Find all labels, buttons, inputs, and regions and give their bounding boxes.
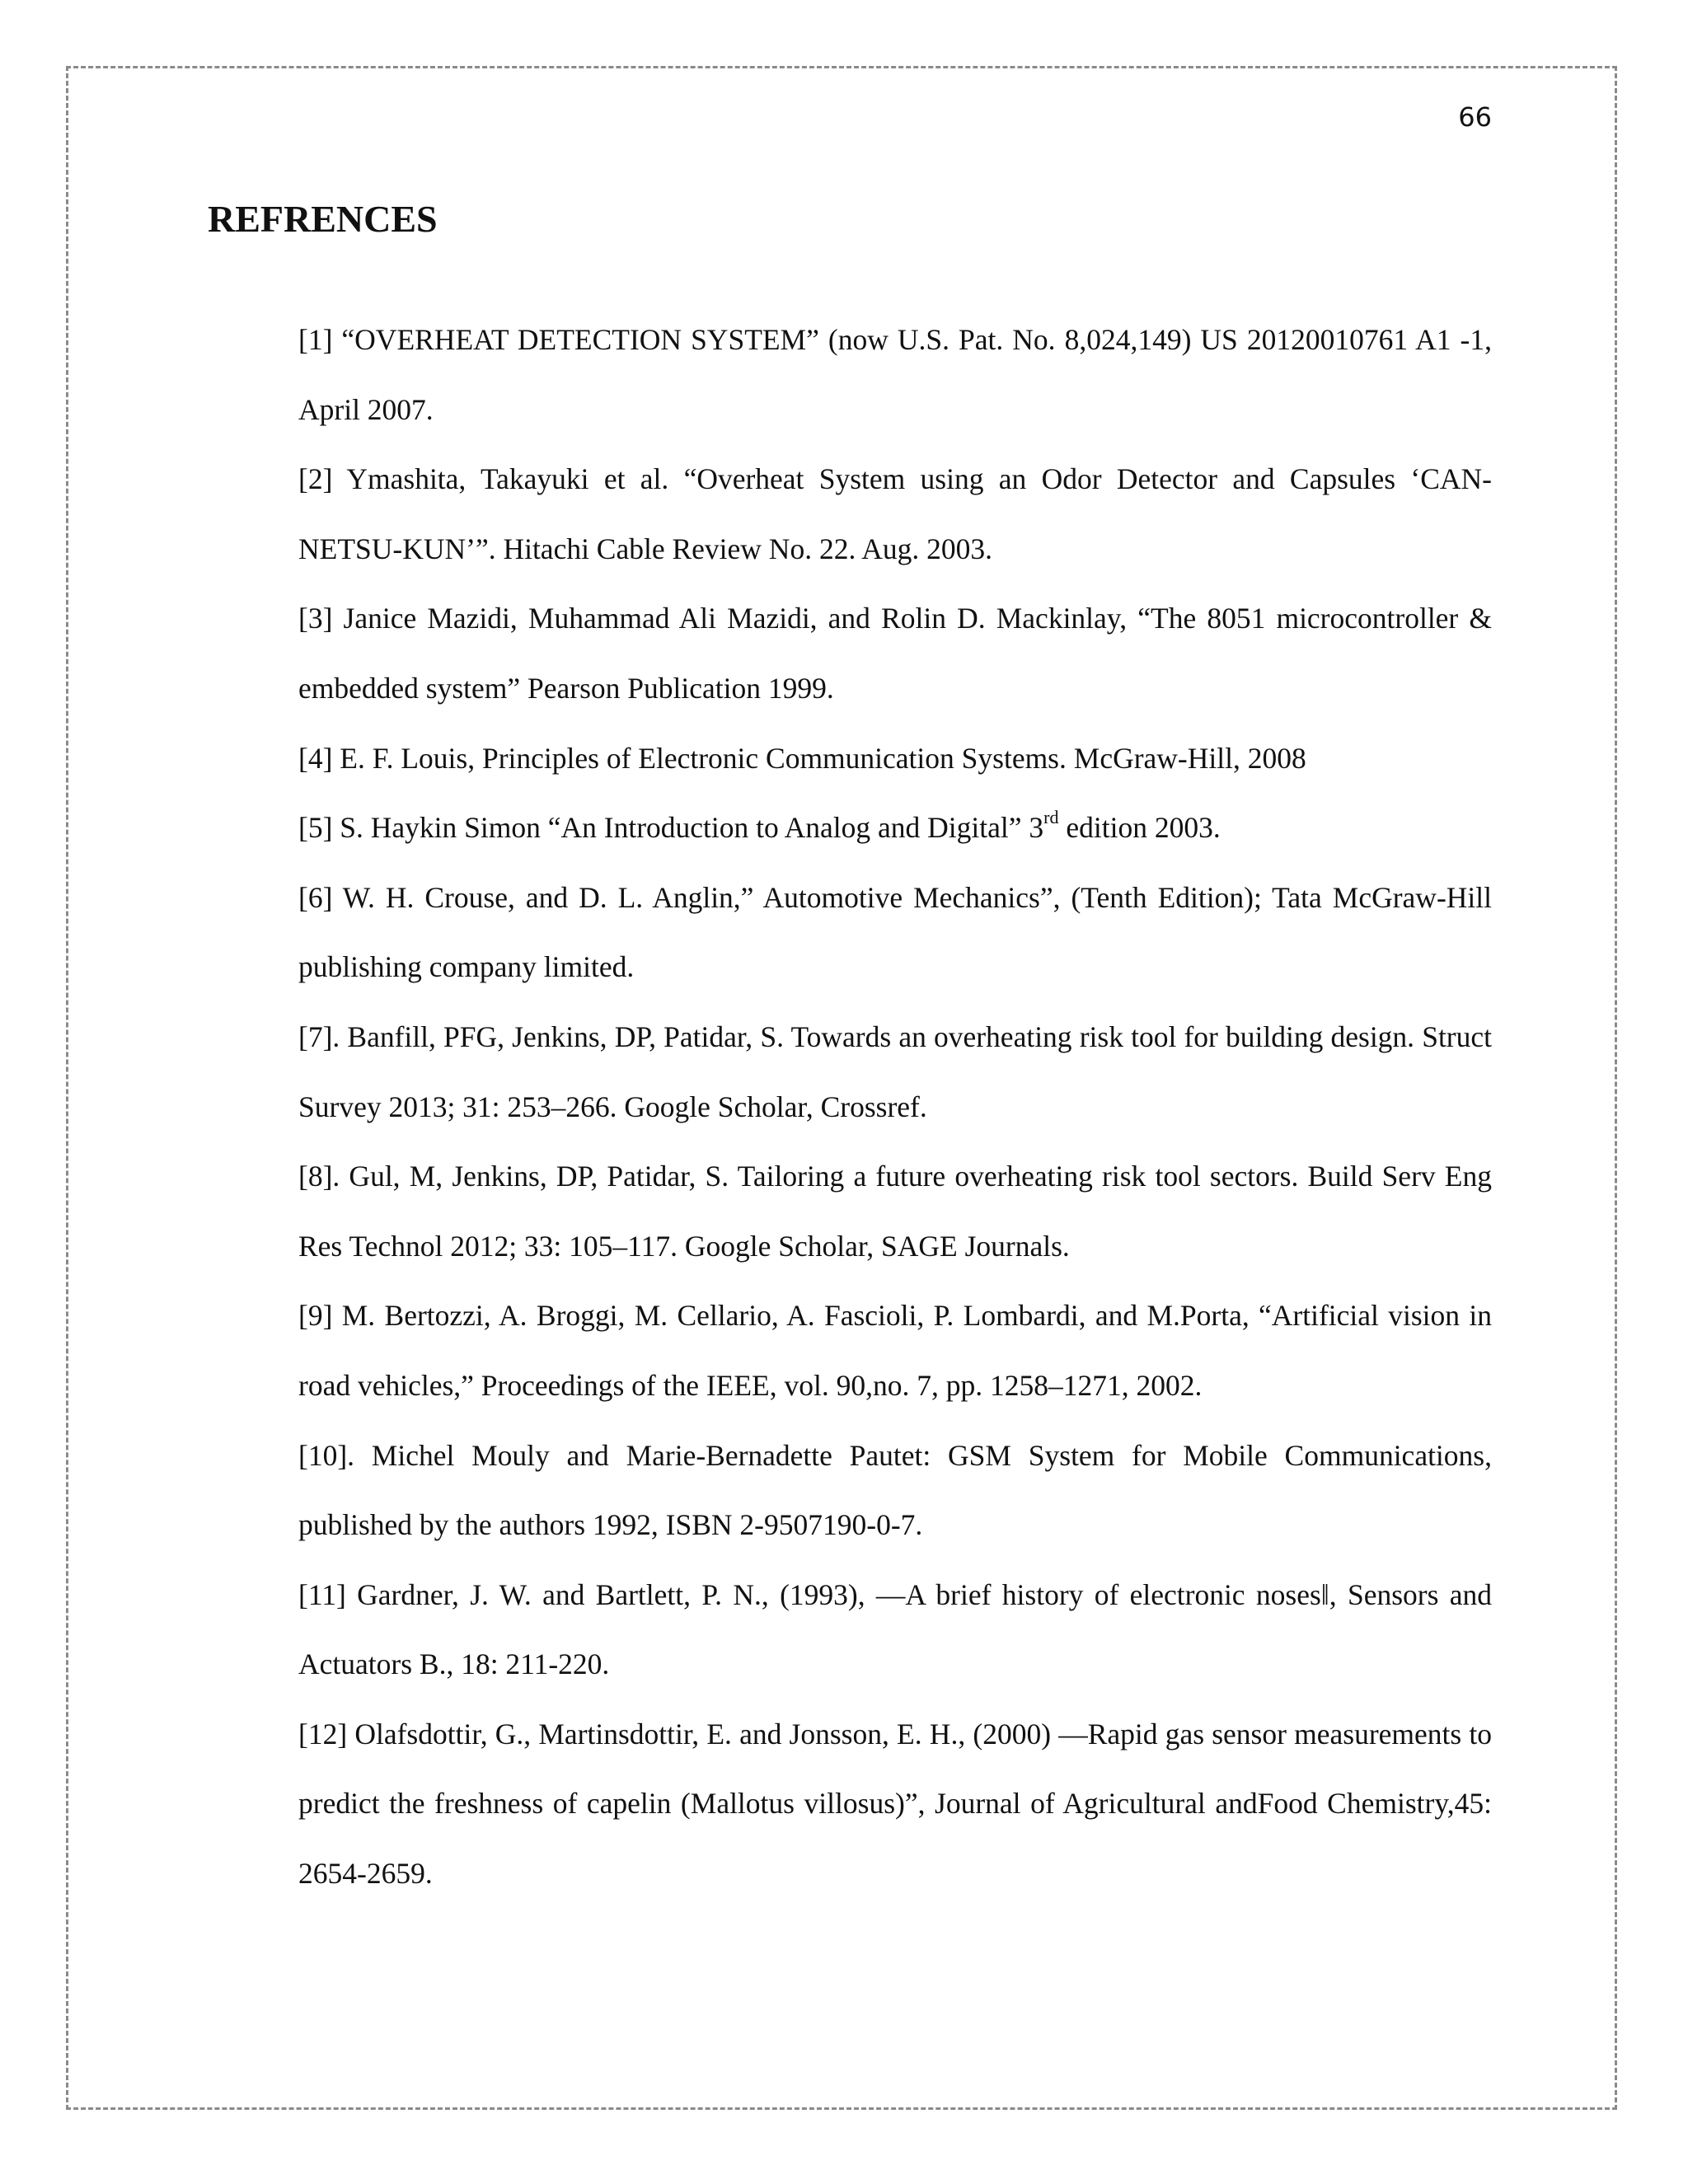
reference-item-10: [10]. Michel Mouly and Marie-Bernadette Pautet: GSM System for Mobile Communications, published by the authors 1992, ISBN 2-9507190-0-7. (298, 1438, 1492, 1542)
reference-item-11: [11] Gardner, J. W. and Bartlett, P. N., (1993), ―A brief history of electronic noses‖, Sensors and Actuators B., 18: 211-220. (298, 1577, 1492, 1681)
reference-item-5 (298, 793, 1492, 863)
reference-5-text: [5] S. Haykin Simon “An Introduction to Analog and Digital” 3 (298, 811, 1044, 845)
reference-list (298, 305, 1492, 1909)
page-title: REFRENCES (208, 198, 438, 240)
reference-item-8: [8]. Gul, M, Jenkins, DP, Patidar, S. Tailoring a future overheating risk tool sectors. Build Serv Eng Res Technol 2012; 33: 105–117. Google Scholar, SAGE Journals. (298, 1160, 1492, 1263)
reference-item-12: [12] Olafsdottir, G., Martinsdottir, E. and Jonsson, E. H., (2000) ―Rapid gas sensor measurements to predict the freshness of capelin (Mallotus villosus)”, Journal of Agricultural andFood Chemistry,45: 2654-2659. (298, 1717, 1492, 1891)
reference-item-9: [9] M. Bertozzi, A. Broggi, M. Cellario, A. Fascioli, P. Lombardi, and M.Porta, “Artificial vision in road vehicles,” Proceedings of the IEEE, vol. 90,no. 7, pp. 1258–1271, 2002. (298, 1299, 1492, 1402)
reference-item-2: [2] Ymashita, Takayuki et al. “Overheat System using an Odor Detector and Capsules ‘CAN-NETSU-KUN’”. Hitachi Cable Review No. 22. Aug. 2003. (298, 462, 1492, 565)
reference-item-3: [3] Janice Mazidi, Muhammad Ali Mazidi, and Rolin D. Mackinlay, “The 8051 microcontroller & embedded system” Pearson Publication 1999. (298, 602, 1492, 705)
reference-5-text-end: edition 2003. (1058, 811, 1221, 845)
reference-item-4: [4] E. F. Louis, Principles of Electronic Communication Systems. McGraw-Hill, 2008 (298, 741, 1306, 775)
page-number: 66 (1458, 101, 1492, 133)
reference-item-7: [7]. Banfill, PFG, Jenkins, DP, Patidar, S. Towards an overheating risk tool for building design. Struct Survey 2013; 31: 253–266. Google Scholar, Crossref. (298, 1019, 1492, 1123)
reference-item-6: [6] W. H. Crouse, and D. L. Anglin,” Automotive Mechanics”, (Tenth Edition); Tata McGraw-Hill publishing company limited. (298, 880, 1492, 984)
reference-5-superscript: rd (1043, 807, 1059, 828)
reference-item-1: [1] “OVERHEAT DETECTION SYSTEM” (now U.S. Pat. No. 8,024,149) US 20120010761 A1 -1, April 2007. (298, 323, 1492, 426)
